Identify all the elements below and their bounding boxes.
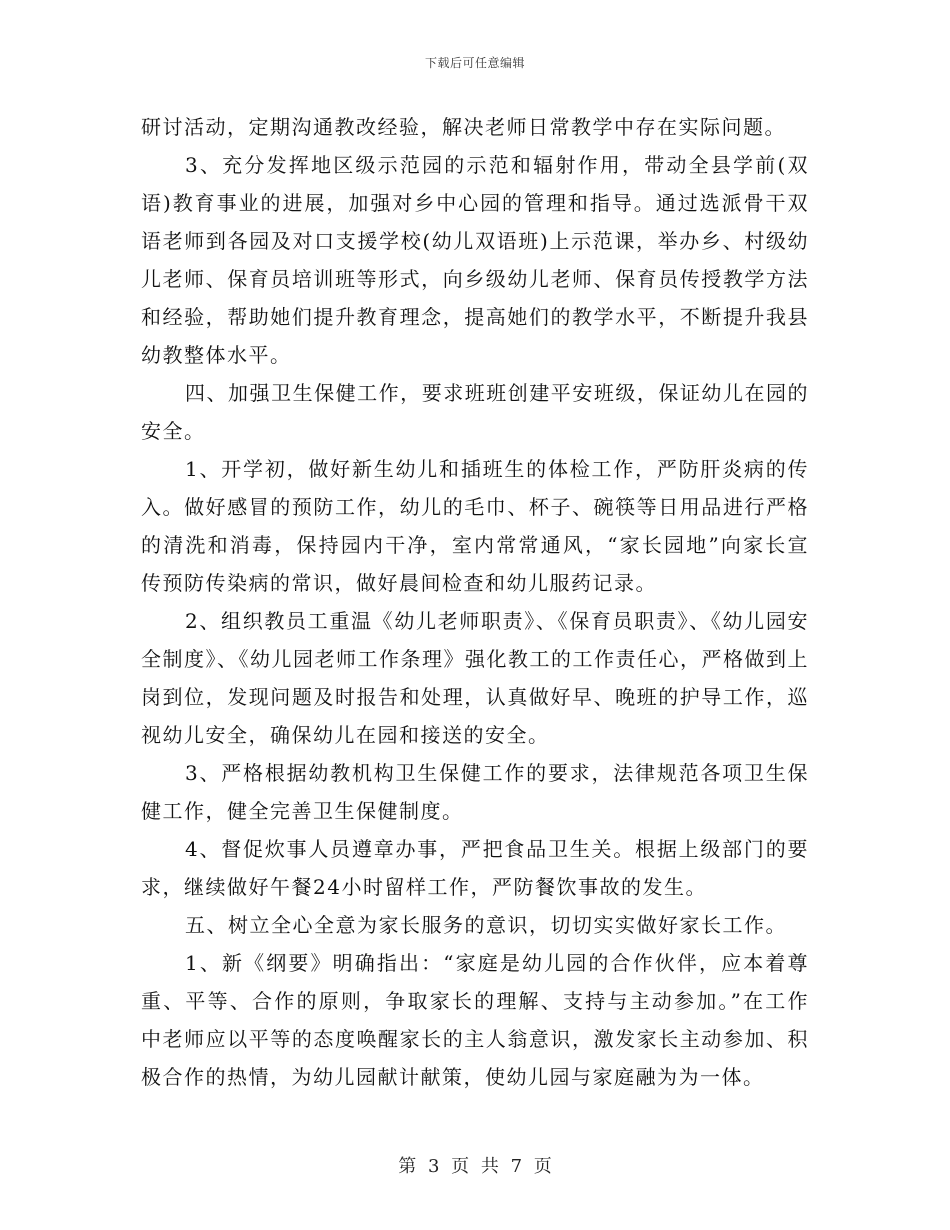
section-heading-4: 四、加强卫生保健工作，要求班班创建平安班级，保证幼儿在园的安全。 [141,381,809,443]
paragraph-5: 2、组织教员工重温《幼儿老师职责》、《保育员职责》、《幼儿园安全制度》、《幼儿园老师工作条理》强化教工的工作责任心，严格做到上岗到位，发现问题及时报告和处理，认真做好早、晚班的护导工作，巡视幼儿安全，确保幼儿在园和接送的安全。 [141,609,809,747]
paragraph-1: 研讨活动，定期沟通教改经验，解决老师日常教学中存在实际问题。 [141,115,786,139]
paragraph-4: 1、开学初，做好新生幼儿和插班生的体检工作，严防肝炎病的传入。做好感冒的预防工作，幼儿的毛巾、杯子、碗筷等日用品进行严格的清洗和消毒，保持园内干净，室内常常通风，“家长园地”向家长宣传预防传染病的常识，做好晨间检查和幼儿服药记录。 [141,457,809,595]
document-body [141,108,809,1096]
paragraph-6: 3、严格根据幼教机构卫生保健工作的要求，法律规范各项卫生保健工作，健全完善卫生保健制度。 [141,761,809,823]
page-number: 第 3 页 共 7 页 [398,1156,552,1177]
paragraph-2: 3、充分发挥地区级示范园的示范和辐射作用，带动全县学前(双语)教育事业的进展，加强对乡中心园的管理和指导。通过选派骨干双语老师到各园及对口支援学校(幼儿双语班)上示范课，举办乡、村级幼儿老师、保育员培训班等形式，向乡级幼儿老师、保育员传授教学方法和经验，帮助她们提升教育理念，提高她们的教学水平，不断提升我县幼教整体水平。 [141,153,809,367]
paragraph-9: 1、新《纲要》明确指出：“家庭是幼儿园的合作伙伴，应本着尊重、平等、合作的原则，争取家长的理解、支持与主动参加。”在工作中老师应以平等的态度唤醒家长的主人翁意识，激发家长主动参加、积极合作的热情，为幼儿园献计献策，使幼儿园与家庭融为为一体。 [141,951,809,1089]
paragraph-7: 4、督促炊事人员遵章办事，严把食品卫生关。根据上级部门的要求，继续做好午餐24小时留样工作，严防餐饮事故的发生。 [141,837,809,899]
section-heading-5: 五、树立全心全意为家长服务的意识，切切实实做好家长工作。 [185,913,787,937]
page-header: 下载后可任意编辑 [424,56,525,70]
